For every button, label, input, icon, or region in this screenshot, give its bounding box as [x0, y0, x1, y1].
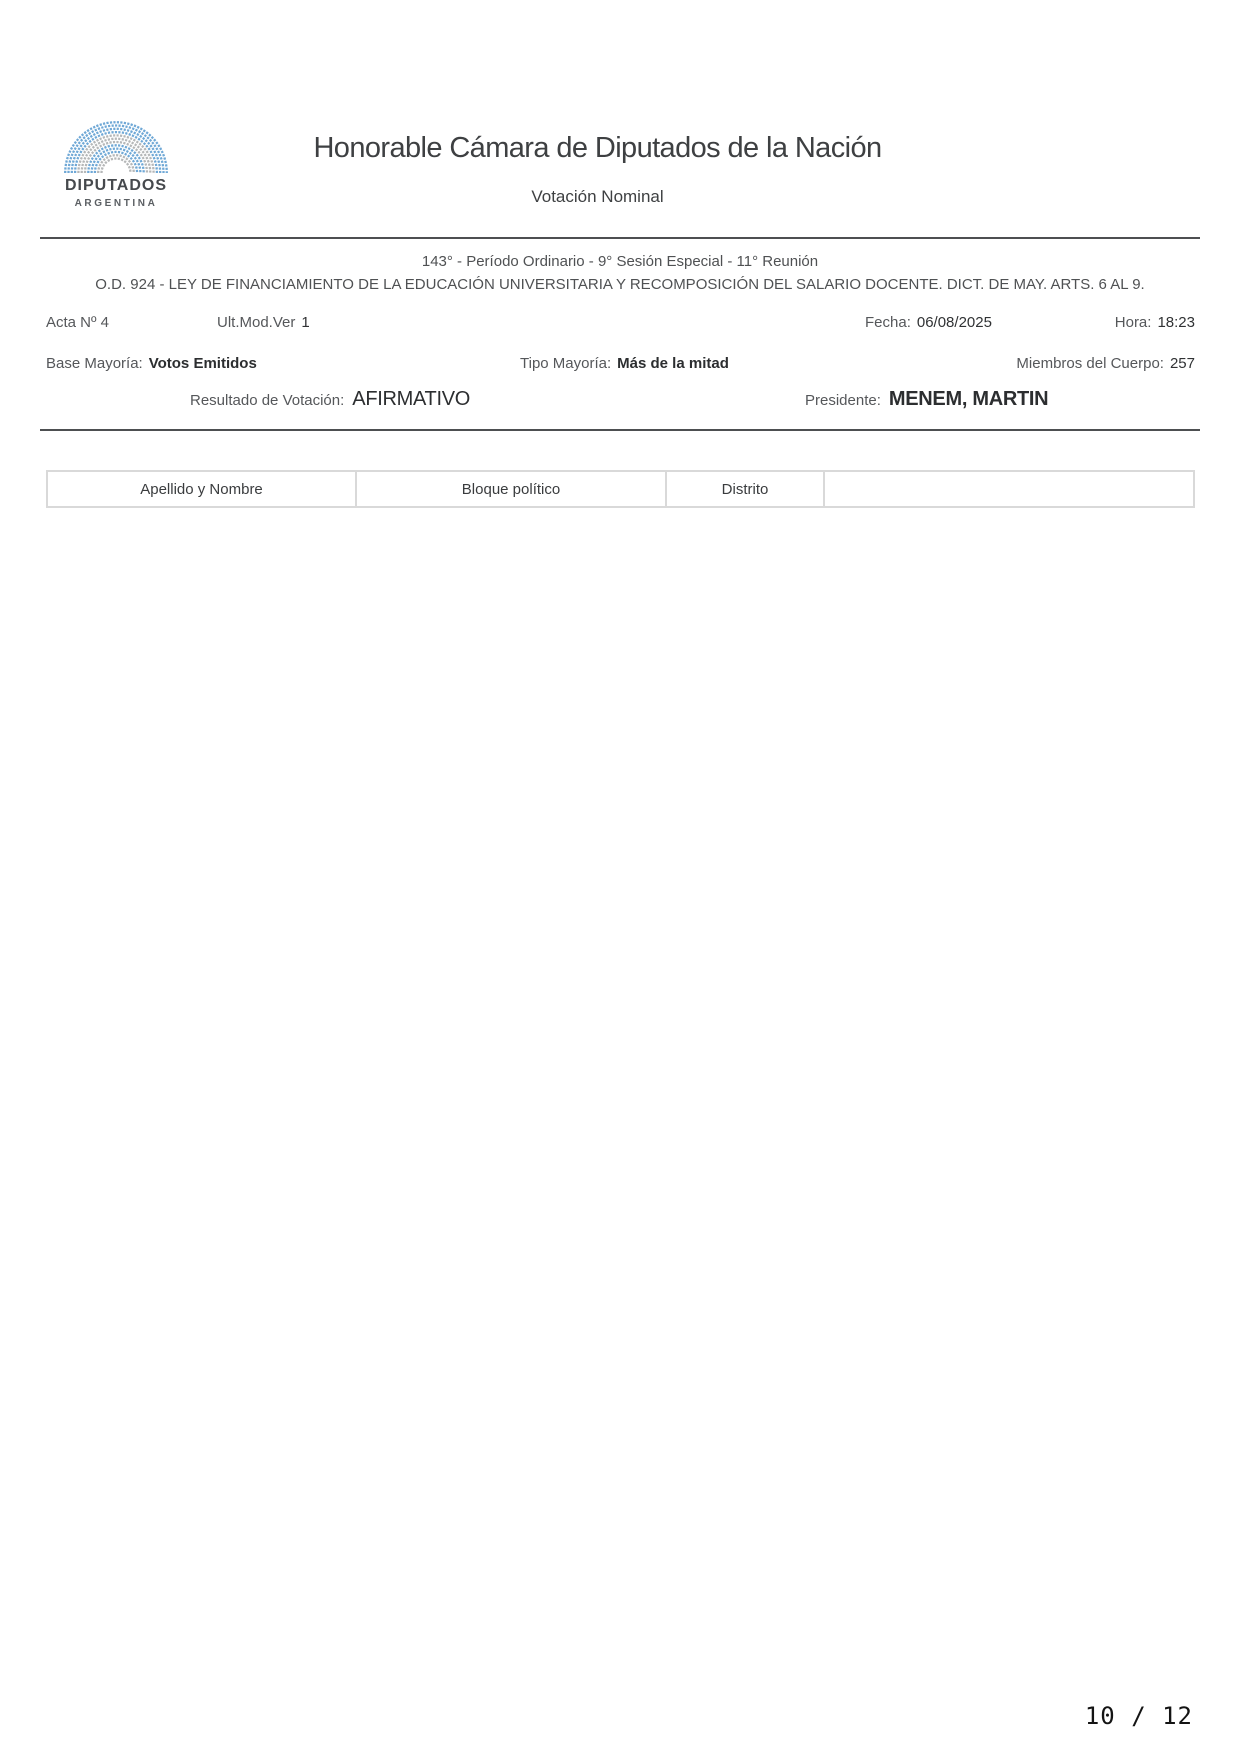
page-title: Honorable Cámara de Diputados de la Nación [313, 132, 882, 164]
column-header-bloque: Bloque político [356, 471, 666, 507]
hora-value: 18:23 [1157, 314, 1195, 331]
base-mayoria [46, 355, 257, 372]
divider-top [40, 237, 1200, 239]
presidente-value: MENEM, MARTIN [888, 388, 1049, 410]
header-block [40, 132, 1155, 207]
resultado-votacion [190, 388, 470, 411]
fecha [865, 314, 992, 331]
order-of-day-line: O.D. 924 - LEY DE FINANCIAMIENTO DE LA EDUCACIÓN UNIVERSITARIA Y RECOMPOSICIÓN DEL SALARIO DOCENTE. DICT. DE MAY. ARTS. 6 AL 9. [95, 276, 1145, 293]
divider-bottom [40, 429, 1200, 431]
column-header-distrito: Distrito [666, 471, 824, 507]
miembros-value: 257 [1169, 355, 1195, 372]
resultado-value: AFIRMATIVO [352, 388, 471, 410]
acta-label: Acta Nº 4 [46, 314, 110, 331]
tipo-mayoria [520, 355, 729, 372]
miembros-label: Miembros del Cuerpo: [1016, 355, 1164, 372]
tipo-mayoria-value: Más de la mitad [617, 355, 729, 372]
logo-wordmark: DIPUTADOS [64, 177, 168, 194]
base-mayoria-value: Votos Emitidos [148, 355, 257, 372]
fecha-label: Fecha: [865, 314, 911, 331]
page-subtitle: Votación Nominal [531, 187, 664, 206]
acta-number [46, 314, 109, 331]
ult-mod-ver [217, 314, 310, 331]
page-indicator: 10 / 12 [1084, 1702, 1193, 1730]
voters-table [46, 470, 1195, 508]
table-header-row [47, 471, 1194, 507]
ult-mod-label: Ult.Mod.Ver [217, 314, 296, 331]
hora-label: Hora: [1114, 314, 1152, 331]
presidente [805, 388, 1048, 411]
logo-country: ARGENTINA [74, 198, 158, 209]
column-header-voto [824, 471, 1194, 507]
hora [1115, 314, 1195, 331]
column-header-apellido: Apellido y Nombre [47, 471, 356, 507]
resultado-label: Resultado de Votación: [190, 392, 345, 409]
presidente-label: Presidente: [805, 392, 881, 409]
base-mayoria-label: Base Mayoría: [46, 355, 143, 372]
ult-mod-value: 1 [301, 314, 310, 331]
miembros-del-cuerpo [1016, 355, 1195, 372]
session-line: 143° - Período Ordinario - 9° Sesión Especial - 11° Reunión [421, 253, 819, 270]
fecha-value: 06/08/2025 [916, 314, 992, 331]
tipo-mayoria-label: Tipo Mayoría: [520, 355, 612, 372]
